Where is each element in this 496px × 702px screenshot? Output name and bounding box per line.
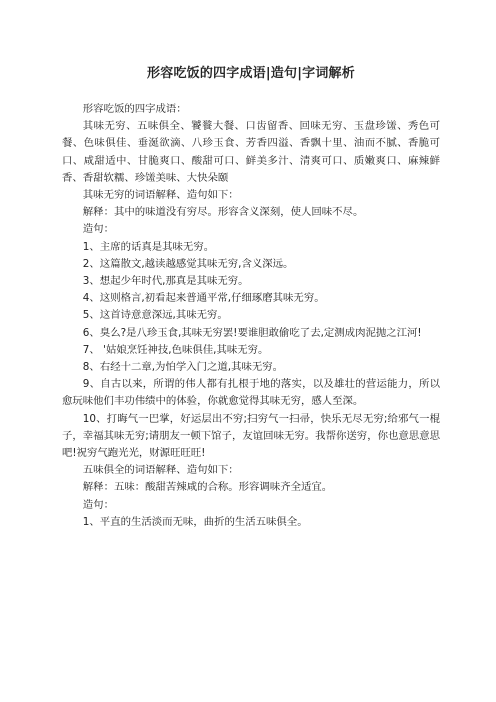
example-heading: 造句：: [82, 498, 114, 511]
definition-wuweijuquan: 解释：五味：酸甜苦辣咸的合称。形容调味齐全适宜。: [82, 481, 333, 494]
document-title: 形容吃饭的四字成语|造句|字词解析: [147, 66, 355, 81]
example-sentence: 1、主席的话真是其味无穷。: [82, 240, 215, 253]
section-heading-qiweiwuqiong: 其味无穷的词语解释、造句如下：: [82, 189, 239, 202]
example-sentence: 9、自古以来，所谓的伟人都有扎根于地的落实，以及雄壮的营运能力，所以愈玩味他们丰功伟绩中的体验，你就愈觉得其味无穷，感人至深。: [62, 378, 440, 408]
example-sentence: 6、臭么?是八珍玉食,其味无穷罢!要谁胆敢偷吃了去,定测成肉泥抛之江河!: [82, 326, 422, 339]
definition-qiweiwuqiong: 解释：其中的味道没有穷尽。形容含义深刻，使人回味不尽。: [82, 206, 364, 219]
example-sentence: 8、右经十二章,为怕学入门之道,其味无穷。: [82, 361, 284, 374]
example-sentence: 5、这首诗意意深远,其味无穷。: [82, 309, 228, 322]
document-body: [62, 101, 440, 531]
example-sentence: 1、平直的生活淡而无味，曲折的生活五味俱全。: [82, 515, 308, 528]
example-heading: 造句：: [82, 223, 114, 236]
section-heading-wuweijuquan: 五味俱全的词语解释、造句如下：: [82, 464, 239, 477]
example-sentence: 10、打晦气一巴掌，好运层出不穷;扫穷气一扫帚，快乐无尽无穷;给邪气一棍子，幸福其味无穷;请朋友一顿下馆子，友谊回味无穷。我帮你送穷，你也意思意思吧!祝穷气跑光光，财源旺旺旺!: [62, 412, 440, 460]
intro-heading: 形容吃饭的四字成语：: [82, 103, 187, 115]
example-sentence: 3、想起少年时代,那真是其味无穷。: [82, 275, 249, 288]
example-sentence: 2、这篇散文,越读越感觉其味无穷,含义深远。: [82, 257, 294, 270]
idiom-list: 其味无穷、五味俱全、饕餮大餐、口齿留香、回味无穷、玉盘珍馐、秀色可餐、色味俱佳、垂涎欲滴、八珍玉食、芳香四溢、香飘十里、油而不腻、香脆可口、咸甜适中、甘脆爽口、酸甜可口、鲜美多汁、清爽可口、质嫩爽口、麻辣鲜香、香甜软糯、珍馐美味、大快朵颐: [62, 120, 440, 184]
example-sentence: 7、 '姑娘烹饪神技,色味俱佳,其味无穷。: [82, 343, 269, 356]
example-sentence: 4、这则格言,初看起来普通平常,仔细琢磨其味无穷。: [82, 292, 325, 305]
